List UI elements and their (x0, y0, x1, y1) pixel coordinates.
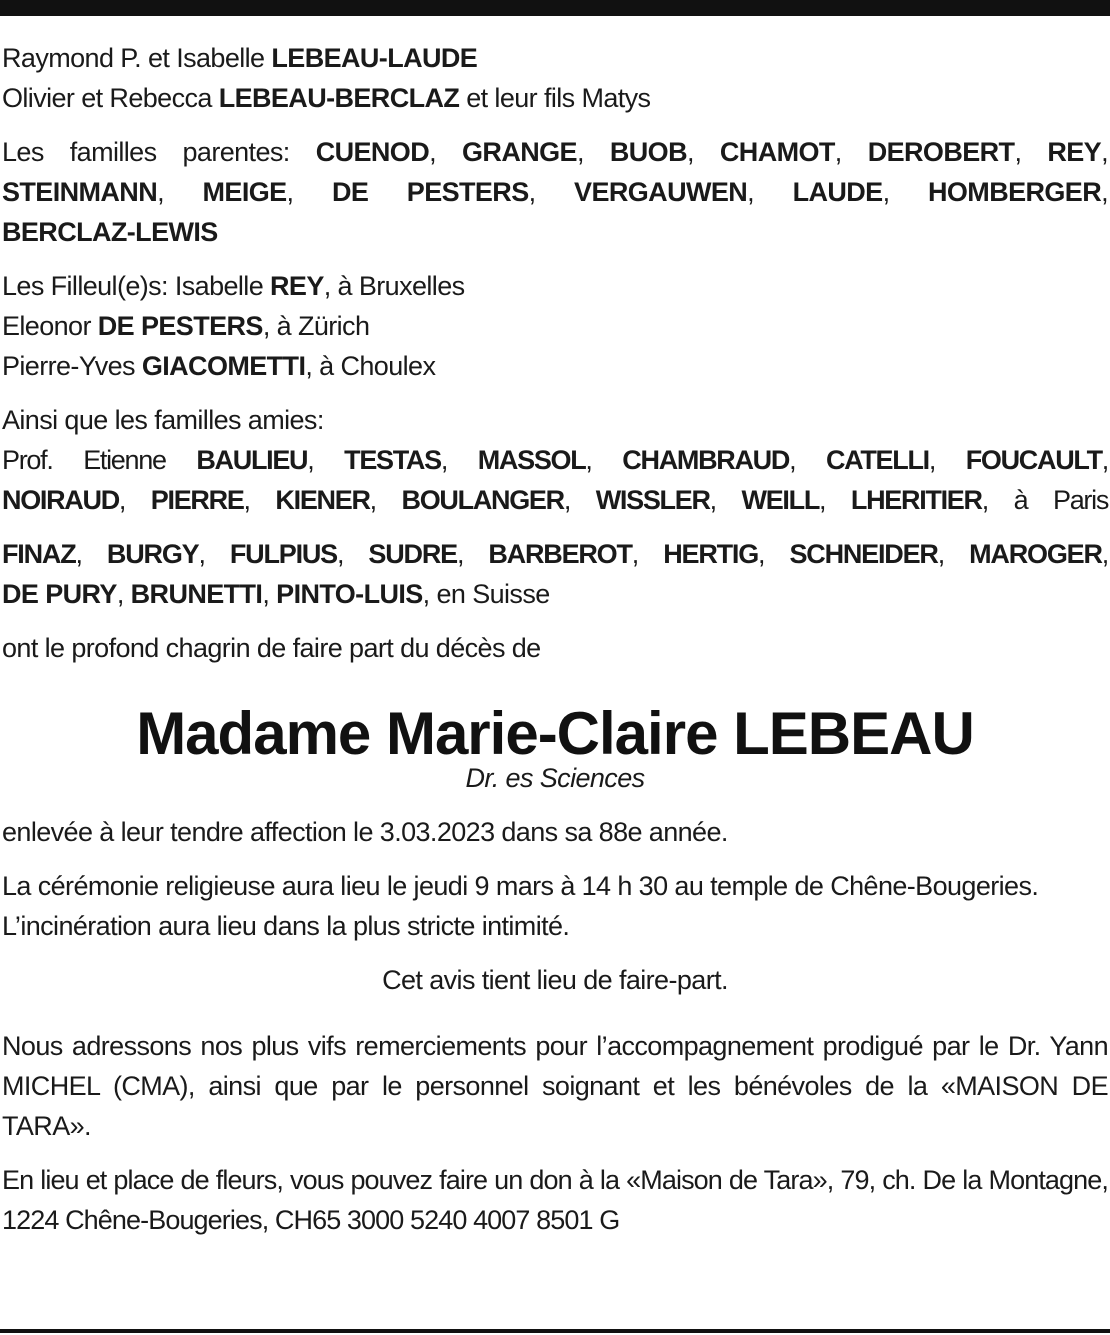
relative-name: LAUDE (792, 177, 883, 207)
friend-name: HERTIG (663, 539, 759, 569)
relative-name: GRANGE (462, 137, 577, 167)
top-rule (0, 0, 1110, 16)
friend-name: PIERRE (150, 485, 244, 515)
friend-name: BOULANGER (401, 485, 564, 515)
family-line-1 (2, 38, 1108, 78)
relatives-line-3 (2, 212, 1108, 252)
friend-name: KIENER (275, 485, 370, 515)
godchild-text: Les Filleul(e)s: Isabelle (2, 271, 264, 301)
godchild-text: Eleonor (2, 311, 91, 341)
godchild-name: GIACOMETTI (141, 351, 306, 381)
godchild-place: , à Choulex (305, 351, 436, 381)
friend-name: FINAZ (2, 539, 76, 569)
friends-swiss-place: , en Suisse (422, 579, 550, 609)
bottom-rule (0, 1329, 1110, 1333)
friend-name: BAULIEU (196, 445, 308, 475)
friend-name: BARBEROT (488, 539, 632, 569)
friend-name: SUDRE (368, 539, 457, 569)
announcement: ont le profond chagrin de faire part du décès de (2, 633, 541, 663)
godchild-place: , à Bruxelles (323, 271, 465, 301)
ceremony-info: La cérémonie religieuse aura lieu le jeudi 9 mars à 14 h 30 au temple de Chêne-Bougeries. (2, 871, 1039, 901)
family-line-2-suffix: et leur fils Matys (466, 83, 651, 113)
relative-name: MEIGE (202, 177, 287, 207)
friend-name: PINTO-LUIS (276, 579, 423, 609)
godchild-place: , à Zürich (262, 311, 370, 341)
friend-name: MAROGER (969, 539, 1102, 569)
donation: En lieu et place de fleurs, vous pouvez faire un don à la «Maison de Tara», 79, ch. De la Montagne, 1224 Chêne-Bougeries, CH65 3000 5240 4007 8501 G (2, 1165, 1108, 1235)
relatives-line-1: Les familles parentes: CUENOD, GRANGE, BUOB, CHAMOT, DEROBERT, REY, (2, 137, 1108, 167)
friend-name: NOIRAUD (2, 485, 119, 515)
godchild-name: REY (270, 271, 324, 301)
cremation-info: L’incinération aura lieu dans la plus stricte intimité. (2, 911, 570, 941)
friend-name: WEILL (741, 485, 820, 515)
death-info: enlevée à leur tendre affection le 3.03.2023 dans sa 88e année. (2, 817, 728, 847)
godchild-name: DE PESTERS (97, 311, 263, 341)
godchild-line (2, 346, 1108, 386)
family-line-2-name: LEBEAU-BERCLAZ (218, 83, 460, 113)
friend-name: MASSOL (477, 445, 586, 475)
friend-name: FULPIUS (229, 539, 337, 569)
friends-paris-line-1: Prof. Etienne BAULIEU, TESTAS, MASSOL, CHAMBRAUD, CATELLI, FOUCAULT, (2, 445, 1108, 475)
relative-name: CUENOD (315, 137, 430, 167)
relative-name: REY (1047, 137, 1102, 167)
deceased-name: Madame Marie-Claire LEBEAU (136, 700, 974, 767)
friend-name: BURGY (106, 539, 199, 569)
relatives-line-2: STEINMANN, MEIGE, DE PESTERS, VERGAUWEN, LAUDE, HOMBERGER, (2, 177, 1109, 207)
friend-name: FOUCAULT (965, 445, 1102, 475)
friends-label: Ainsi que les familles amies: (2, 405, 324, 435)
friend-name: LHERITIER (850, 485, 982, 515)
friend-name: WISSLER (595, 485, 710, 515)
relative-name: STEINMANN (2, 177, 158, 207)
friend-name: BRUNETTI (130, 579, 263, 609)
family-line-2 (2, 78, 1108, 118)
relative-name: BUOB (609, 137, 687, 167)
friend-name: TESTAS (344, 445, 441, 475)
friends-paris-prefix: Prof. Etienne (2, 445, 166, 475)
godchild-line (2, 266, 1108, 306)
friend-name: CHAMBRAUD (622, 445, 790, 475)
family-line-1-text: Raymond P. et Isabelle (2, 43, 265, 73)
friends-paris-line-2: NOIRAUD, PIERRE, KIENER, BOULANGER, WISSLER, WEILL, LHERITIER, à Paris (2, 485, 1109, 515)
relative-name: CHAMOT (719, 137, 835, 167)
relative-name: VERGAUWEN (574, 177, 748, 207)
friend-name: CATELLI (825, 445, 929, 475)
relative-name: DEROBERT (867, 137, 1015, 167)
friends-swiss-line-1: FINAZ, BURGY, FULPIUS, SUDRE, BARBEROT, HERTIG, SCHNEIDER, MAROGER, (2, 539, 1109, 569)
friend-name: DE PURY (2, 579, 117, 609)
family-line-2-text: Olivier et Rebecca (2, 83, 212, 113)
friends-swiss-line-2: DE PURY, BRUNETTI, PINTO-LUIS, en Suisse (2, 579, 550, 609)
relatives-label: Les familles parentes: (2, 137, 290, 167)
deceased-title: Dr. es Sciences (465, 763, 645, 793)
notice: Cet avis tient lieu de faire-part. (382, 965, 728, 995)
thanks: Nous adressons nos plus vifs remerciements pour l’accompagnement prodigué par le Dr. Yann MICHEL (CMA), ainsi que par le personnel soignant et les bénévoles de la «MAISON DE TARA». (2, 1031, 1108, 1141)
friends-paris-place: , à Paris (981, 485, 1109, 515)
friend-name: SCHNEIDER (789, 539, 938, 569)
godchild-text: Pierre-Yves (2, 351, 135, 381)
obituary-body (2, 38, 1108, 1240)
relative-name: BERCLAZ-LEWIS (2, 217, 218, 247)
relative-name: HOMBERGER (928, 177, 1102, 207)
godchild-line (2, 306, 1108, 346)
family-line-1-name: LEBEAU-LAUDE (271, 43, 478, 73)
relative-name: DE PESTERS (331, 177, 529, 207)
